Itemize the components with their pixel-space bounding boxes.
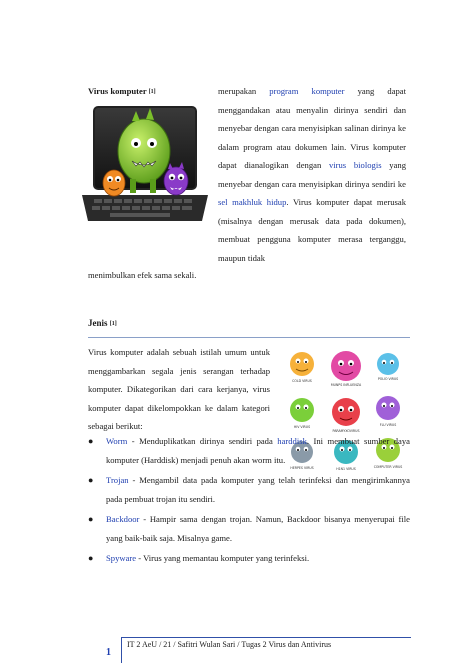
jenis-paragraph: Virus komputer adalah sebuah istilah umum untuk menggambarkan segala jenis serangan terhadap komputer. Dikategorikan dari cara kerjanya, virus komputer dapat dikelompokkan ke dalam kategori sebagai berikut: <box>88 347 270 431</box>
germ-label: COMPUTER VIRUS <box>373 465 403 469</box>
heading-divider <box>88 337 410 338</box>
intro-paragraph-end: menimbulkan efek sama sekali. <box>88 270 197 280</box>
intro-reference: [1] <box>148 89 156 95</box>
footer-divider-vertical <box>121 637 122 663</box>
footer-text: IT 2 AeU / 21 / Safitri Wulan Sari / Tugas 2 Virus dan Antivirus <box>127 640 332 649</box>
list-item-trojan: ● Trojan - Mengambil data pada komputer yang telah terinfeksi dan mengirimkannya pada pembuat trojan itu sendiri. <box>88 471 410 508</box>
germ-label: MUNPS INFLUENZA <box>330 383 362 387</box>
germ-label: COLD VIRUS <box>292 379 312 383</box>
bullet-icon: ● <box>88 514 94 524</box>
list-item-spyware: ● Spyware - Virus yang memantau komputer yang terinfeksi. <box>88 549 410 568</box>
intro-title: Virus komputer [1] <box>88 86 156 96</box>
section-heading-jenis: Jenis [1] <box>88 318 117 328</box>
bullet-icon: ● <box>88 475 94 485</box>
germ-label: H1N1 VIRUS <box>336 467 356 471</box>
footer-divider-horizontal <box>121 637 411 638</box>
link-virus-biologis[interactable]: virus biologis <box>328 160 382 170</box>
link-trojan[interactable]: Trojan <box>106 475 129 485</box>
intro-paragraph: merupakan program komputer yang dapat menggandakan atau menyalin dirinya sendiri dan menyebar dengan cara menyisipkan salinan dirinya ke dalam program atau dokumen lain. Virus komputer dapat dianalogikan dengan virus biologis yang menyebar dengan cara menyisipkan dirinya sendiri ke sel makhluk hidup. Virus komputer dapat merusak (misalnya dengan merusak data pada dokumen), membuat pengguna komputer merasa terganggu, maupun tidak <box>218 86 407 263</box>
list-item-worm: ● Worm - Menduplikatkan dirinya sendiri pada harddisk. Ini membuat sumber daya komputer (Harddisk) menjadi penuh akan worm itu. <box>88 432 410 469</box>
bullet-icon: ● <box>88 436 94 446</box>
page-number: 1 <box>106 647 111 658</box>
germ-label: PARAMYXOVIRUS <box>332 429 360 433</box>
bullet-icon: ● <box>88 553 94 563</box>
germ-label: HIV VIRUS <box>293 425 311 429</box>
virus-laptop-illustration <box>80 103 210 228</box>
germ-label: POLIO VIRUS <box>377 377 399 381</box>
link-sel-makhluk-hidup[interactable]: sel makhluk hidup <box>218 197 287 207</box>
germ-label: FLU VIRUS <box>379 423 397 427</box>
link-harddisk[interactable]: harddisk <box>277 436 307 446</box>
link-backdoor[interactable]: Backdoor <box>106 514 140 524</box>
virus-types-list <box>88 432 410 570</box>
link-worm[interactable]: Worm <box>106 436 128 446</box>
link-program-komputer[interactable]: program komputer <box>269 86 345 96</box>
list-item-backdoor: ● Backdoor - Hampir sama dengan trojan. Namun, Backdoor bisanya menyerupai file yang baik-baik saja. Misalnya game. <box>88 510 410 547</box>
link-spyware[interactable]: Spyware <box>106 553 137 563</box>
jenis-reference: [1] <box>109 321 117 327</box>
germ-label: HERPES VIRUS <box>290 466 314 470</box>
